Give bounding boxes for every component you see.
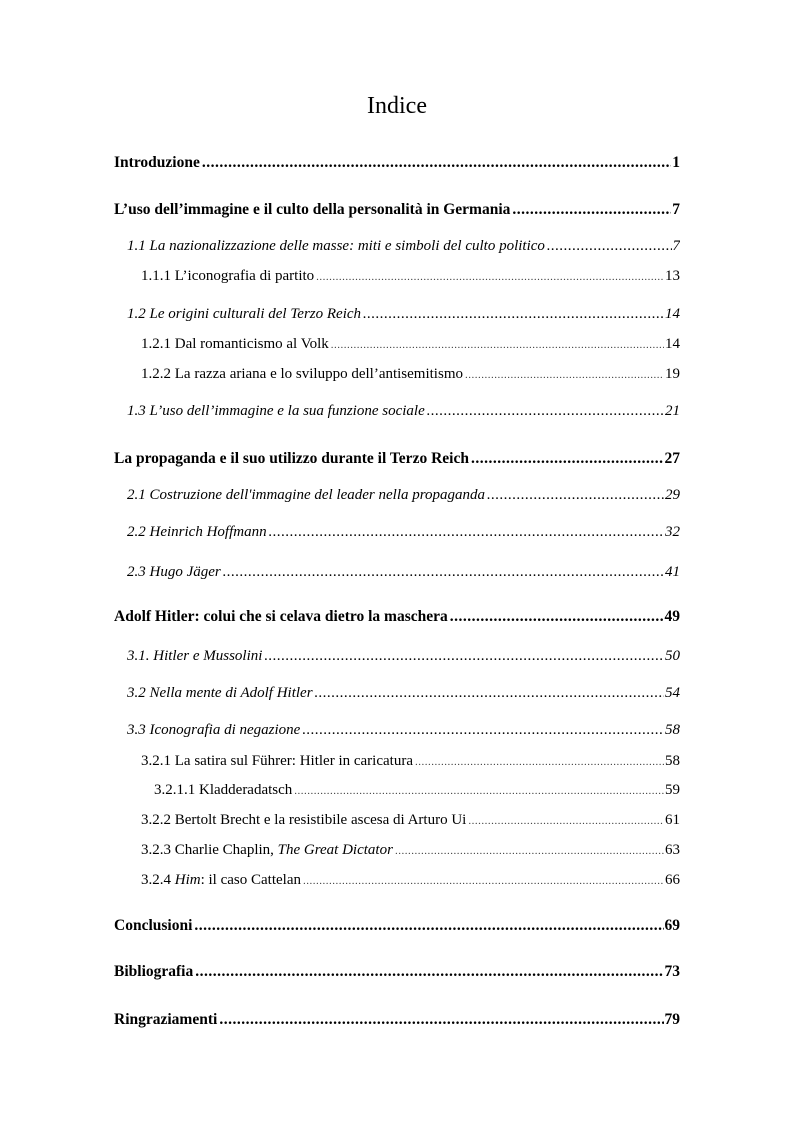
toc-entry-label: Bibliografia bbox=[114, 963, 194, 980]
toc-entry-label: Ringraziamenti bbox=[114, 1011, 218, 1028]
toc-page-number: 1 bbox=[672, 154, 680, 171]
toc-entry-label: La propaganda e il suo utilizzo durante il Terzo Reich bbox=[114, 450, 469, 467]
toc-entry[interactable] bbox=[141, 812, 680, 829]
toc-entry[interactable] bbox=[127, 306, 680, 323]
toc-entry[interactable] bbox=[141, 842, 680, 859]
toc-page-number: 54 bbox=[665, 685, 680, 701]
toc-entry-label bbox=[141, 842, 393, 859]
toc-dot-leader bbox=[315, 685, 664, 702]
toc-page-number: 41 bbox=[665, 564, 680, 580]
toc-entry-label: Adolf Hitler: colui che si celava dietro la maschera bbox=[114, 608, 448, 625]
toc-dot-leader bbox=[415, 756, 664, 768]
toc-page-number: 13 bbox=[665, 268, 680, 284]
toc-page-number: 49 bbox=[664, 608, 680, 625]
toc-dot-leader bbox=[223, 564, 664, 581]
toc-page-number: 32 bbox=[665, 524, 680, 540]
toc-entry[interactable] bbox=[141, 753, 680, 770]
toc-dot-leader bbox=[194, 917, 663, 935]
toc-entry[interactable] bbox=[141, 872, 680, 889]
toc-dot-leader bbox=[487, 487, 664, 504]
toc-entry-label: 1.2 Le origini culturali del Terzo Reich bbox=[127, 306, 362, 322]
toc-entry[interactable] bbox=[127, 685, 680, 702]
toc-entry[interactable] bbox=[114, 917, 680, 935]
toc-entry[interactable] bbox=[114, 154, 680, 172]
toc-dot-leader bbox=[465, 369, 664, 381]
toc-page-number: 27 bbox=[664, 450, 680, 467]
toc-entry[interactable] bbox=[127, 564, 680, 581]
toc-page-number: 66 bbox=[665, 872, 680, 888]
toc-entry-label: 1.1.1 L’iconografia di partito bbox=[141, 268, 315, 284]
toc-entry-label: 3.2.2 Bertolt Brecht e la resistibile ascesa di Arturo Ui bbox=[141, 812, 467, 828]
toc-entry[interactable] bbox=[127, 648, 680, 665]
toc-entry[interactable] bbox=[114, 201, 680, 219]
toc-page-number: 58 bbox=[665, 722, 680, 738]
toc-page-number: 14 bbox=[665, 306, 680, 322]
toc-dot-leader bbox=[316, 271, 664, 283]
toc-page-number: 29 bbox=[665, 487, 680, 503]
toc-dot-leader bbox=[202, 154, 671, 172]
toc-page-number: 59 bbox=[665, 782, 680, 798]
toc-page-number: 7 bbox=[672, 201, 680, 218]
toc-entry[interactable] bbox=[141, 336, 680, 353]
toc-entry-label: 3.2.1.1 Kladderadatsch bbox=[154, 782, 293, 798]
toc-entry-label: Introduzione bbox=[114, 154, 200, 171]
toc-entry-label: 2.3 Hugo Jäger bbox=[127, 564, 221, 580]
toc-dot-leader bbox=[331, 339, 664, 351]
toc-dot-leader bbox=[512, 201, 671, 219]
toc-page-number: 69 bbox=[664, 917, 680, 934]
toc-entry[interactable] bbox=[141, 268, 680, 285]
toc-page-number: 61 bbox=[665, 812, 680, 828]
toc-page-number: 14 bbox=[665, 336, 680, 352]
toc-page-number: 79 bbox=[664, 1011, 680, 1028]
toc-entry-label: 1.3 L’uso dell’immagine e la sua funzione sociale bbox=[127, 403, 425, 419]
toc-entry-label: 1.2.1 Dal romanticismo al Volk bbox=[141, 336, 329, 352]
toc-page-number: 58 bbox=[665, 753, 680, 769]
toc-entry[interactable] bbox=[127, 722, 680, 739]
toc-entry-label-prefix: 3.2.3 Charlie Chaplin, bbox=[141, 842, 278, 858]
toc-page-number: 50 bbox=[665, 648, 680, 664]
toc-dot-leader bbox=[303, 875, 664, 887]
toc-entry-label: Conclusioni bbox=[114, 917, 193, 934]
toc-dot-leader bbox=[294, 785, 664, 797]
toc-entry-label: 1.2.2 La razza ariana e lo sviluppo dell’antisemitismo bbox=[141, 366, 463, 382]
toc-dot-leader bbox=[395, 845, 664, 857]
toc-entry[interactable] bbox=[114, 1011, 680, 1029]
toc-dot-leader bbox=[427, 403, 664, 420]
toc-dot-leader bbox=[219, 1011, 663, 1029]
toc-page-number: 21 bbox=[665, 403, 680, 419]
toc-entry-label-prefix: 3.2.4 bbox=[141, 872, 175, 888]
toc-dot-leader bbox=[547, 238, 672, 255]
toc-entry-label-italic: Him bbox=[174, 872, 201, 888]
toc-entry-label: 2.2 Heinrich Hoffmann bbox=[127, 524, 267, 540]
toc-entry-label bbox=[141, 872, 301, 889]
toc-entry[interactable] bbox=[114, 450, 680, 468]
toc-dot-leader bbox=[363, 306, 664, 323]
toc-page-number: 63 bbox=[665, 842, 680, 858]
toc-dot-leader bbox=[471, 450, 664, 468]
toc-entry-label: 2.1 Costruzione dell'immagine del leader nella propaganda bbox=[127, 487, 486, 503]
toc-entry-label: 3.1. Hitler e Mussolini bbox=[127, 648, 263, 664]
toc-entry[interactable] bbox=[114, 963, 680, 981]
toc-dot-leader bbox=[302, 722, 664, 739]
toc-entry[interactable] bbox=[114, 608, 680, 626]
toc-entry[interactable] bbox=[154, 782, 680, 799]
toc-entry-label: 1.1 La nazionalizzazione delle masse: miti e simboli del culto politico bbox=[127, 238, 545, 254]
toc-entry-label: L’uso dell’immagine e il culto della personalità in Germania bbox=[114, 201, 511, 218]
toc-dot-leader bbox=[195, 963, 663, 981]
toc-entry[interactable] bbox=[127, 403, 680, 420]
toc-page-number: 73 bbox=[664, 963, 680, 980]
toc-page-number: 7 bbox=[672, 238, 680, 254]
page-title: Indice bbox=[367, 93, 427, 119]
toc-entry[interactable] bbox=[127, 487, 680, 504]
toc-dot-leader bbox=[468, 815, 664, 827]
toc-entry-label-suffix: : il caso Cattelan bbox=[200, 872, 301, 888]
toc-entry[interactable] bbox=[127, 238, 680, 255]
toc-entry-label: 3.2 Nella mente di Adolf Hitler bbox=[127, 685, 313, 701]
toc-entry-label: 3.2.1 La satira sul Führer: Hitler in caricatura bbox=[141, 753, 413, 769]
toc-entry[interactable] bbox=[127, 524, 680, 541]
toc-page-number: 19 bbox=[665, 366, 680, 382]
toc-dot-leader bbox=[269, 524, 664, 541]
toc-dot-leader bbox=[450, 608, 664, 626]
toc-entry-label-italic: The Great Dictator bbox=[277, 842, 393, 858]
toc-entry[interactable] bbox=[141, 366, 680, 383]
toc-entry-label: 3.3 Iconografia di negazione bbox=[127, 722, 301, 738]
toc-dot-leader bbox=[264, 648, 664, 665]
